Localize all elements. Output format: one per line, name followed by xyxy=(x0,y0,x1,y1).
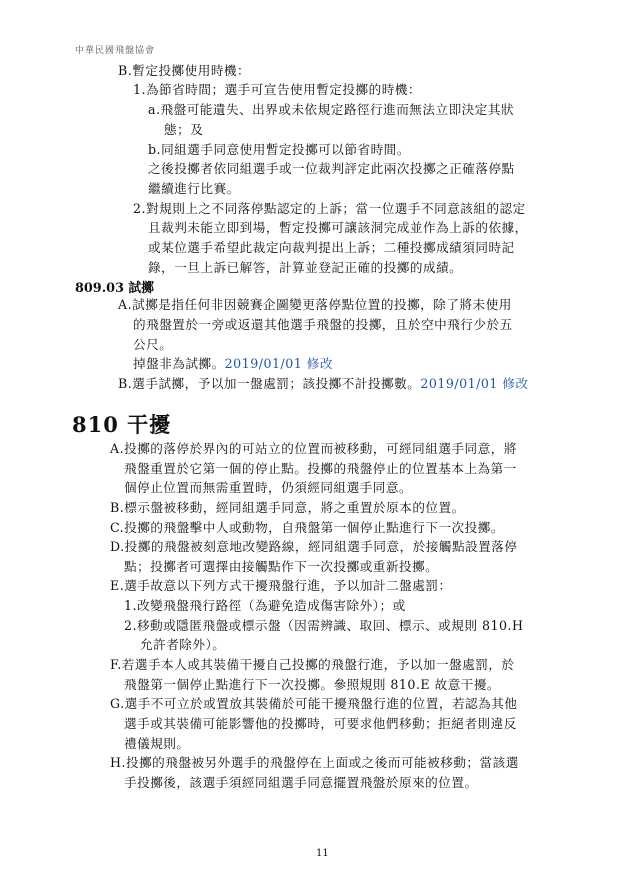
text-line: 1.為節省時間；選手可宣告使用暫定投擲的時機： xyxy=(133,82,421,97)
text-line: A.試擲是指任何非因競賽企圖變更落停點位置的投擲，除了將未使用 xyxy=(118,297,512,312)
text-line: 個停止位置而無需重置時，仍須經同組選手同意。 xyxy=(124,480,413,495)
text-line: 且裁判未能立即到場，暫定投擲可讓該洞完成並作為上訴的依據， xyxy=(148,220,528,235)
page-number: 11 xyxy=(316,848,329,859)
text-line: 繼續進行比賽。 xyxy=(148,181,240,196)
text-line: 允許者除外）。 xyxy=(140,637,226,652)
text-line: 1.改變飛盤飛行路徑（為避免造成傷害除外）；或 xyxy=(124,598,406,613)
text-line: 2.移動或隱匿飛盤或標示盤（因需辨識、取回、標示、或規則 810.H xyxy=(124,618,524,633)
text-line: A.投擲的落停於界內的可站立的位置而被移動，可經同組選手同意，將 xyxy=(110,441,517,456)
text-line: 手投擲後，該選手須經同組選手同意擺置飛盤於原來的位置。 xyxy=(124,775,478,790)
text-line: 禮儀規則。 xyxy=(124,736,190,751)
text-line: 錄，一旦上訴已解答，計算並登記正確的投擲的成績。 xyxy=(148,260,463,275)
text-line: C.投擲的飛盤擊中人或動物，自飛盤第一個停止點進行下一次投擲。 xyxy=(110,520,504,535)
text-line: 飛盤第一個停止點進行下一次投擲。參照規則 810.E 故意干擾。 xyxy=(124,677,501,692)
document-header: 中華民國飛盤協會 xyxy=(75,46,156,56)
section-heading: 809.03 試擲 xyxy=(75,281,155,296)
text-line: D.投擲的飛盤被刻意地改變路線，經同組選手同意，於接觸點設置落停 xyxy=(110,539,518,554)
revision-note: 2019/01/01 修改 xyxy=(224,356,333,371)
text-line xyxy=(133,355,333,372)
section-title: 810 干擾 xyxy=(72,412,172,437)
text-line: E.選手故意以下列方式干擾飛盤行進，予以加計二盤處罰： xyxy=(110,578,452,593)
text-line: 選手或其裝備可能影響他的投擲時，可要求他們移動；拒絕者則違反 xyxy=(124,716,517,731)
text-line: 2.對規則上之不同落停點認定的上訴；當一位選手不同意該組的認定 xyxy=(133,201,526,216)
text-line: 點；投擲者可選擇由接觸點作下一次投擲或重新投擲。 xyxy=(124,559,439,574)
text-line: a.飛盤可能遺失、出界或未依規定路徑行進而無法立即決定其狀 xyxy=(148,102,515,117)
text-line: 的飛盤置於一旁或返還其他選手飛盤的投擲，且於空中飛行少於五 xyxy=(133,317,513,332)
text-line: B.暫定投擲使用時機： xyxy=(118,63,251,78)
text-span: B.選手試擲，予以加一盤處罰；該投擲不計投擲數。 xyxy=(118,376,421,391)
revision-note: 2019/01/01 修改 xyxy=(420,376,529,391)
text-line: 公尺。 xyxy=(133,337,173,352)
text-line xyxy=(118,375,529,392)
text-line: H.投擲的飛盤被另外選手的飛盤停在上面或之後而可能被移動；當該選 xyxy=(110,755,519,770)
text-span: 掉盤非為試擲。 xyxy=(133,356,225,371)
text-line: F.若選手本人或其裝備干擾自己投擲的飛盤行進，予以加一盤處罰，於 xyxy=(110,657,515,672)
text-line: B.標示盤被移動，經同組選手同意，將之重置於原本的位置。 xyxy=(110,500,465,515)
text-line: 態；及 xyxy=(164,122,204,137)
text-line: G.選手不可立於或置放其裝備於可能干擾飛盤行進的位置，若認為其他 xyxy=(110,696,518,711)
text-line: 之後投擲者依同組選手或一位裁判評定此兩次投擲之正確落停點 xyxy=(148,161,515,176)
text-line: 飛盤重置於它第一個的停止點。投擲的飛盤停止的位置基本上為第一 xyxy=(124,461,517,476)
text-line: 或某位選手希望此裁定向裁判提出上訴；二種投擲成績須同時記 xyxy=(148,240,515,255)
text-line: b.同組選手同意使用暫定投擲可以節省時間。 xyxy=(148,142,410,157)
